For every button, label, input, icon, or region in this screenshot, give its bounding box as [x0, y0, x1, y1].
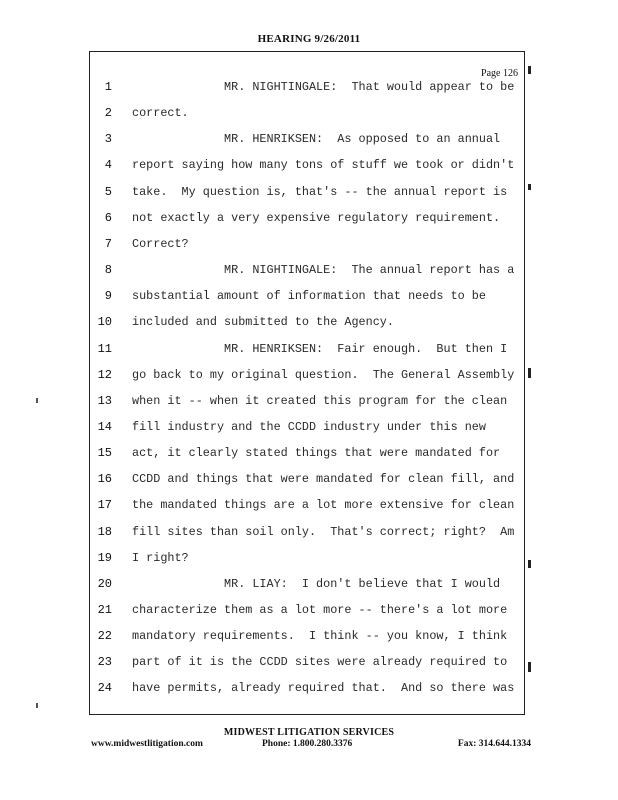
page-number: Page 126 [481, 68, 518, 79]
line-text: not exactly a very expensive regulatory requirement. [132, 210, 501, 225]
transcript-line [90, 289, 526, 309]
line-number: 1 [104, 80, 112, 94]
line-number: 15 [97, 446, 112, 461]
line-text: Correct? [132, 236, 189, 251]
transcript-line [90, 158, 526, 178]
transcript-line [90, 525, 526, 545]
transcript-line [90, 368, 526, 388]
line-text: part of it is the CCDD sites were already required to [132, 655, 508, 670]
transcript-line [90, 237, 526, 257]
line-number: 19 [97, 550, 112, 565]
transcript-line [90, 629, 526, 649]
footer-contact-row [91, 739, 531, 753]
line-text: substantial amount of information that needs to be [132, 289, 486, 304]
line-text: correct. [132, 106, 189, 121]
transcript-line [90, 577, 526, 597]
scan-edge-mark [528, 662, 531, 672]
transcript-line [90, 342, 526, 362]
line-number: 22 [97, 629, 112, 644]
line-number: 14 [97, 419, 112, 434]
line-number: 13 [97, 393, 112, 408]
line-number: 6 [104, 210, 112, 225]
line-number: 24 [97, 681, 112, 696]
line-text: the mandated things are a lot more extensive for clean [132, 498, 515, 513]
line-number: 21 [97, 603, 112, 617]
line-number: 4 [104, 158, 112, 173]
scan-edge-mark [528, 560, 531, 568]
line-text: characterize them as a lot more -- there's a lot more [132, 603, 508, 617]
transcript-line [90, 498, 526, 518]
footer-website: www.midwestlitigation.com [91, 739, 203, 749]
transcript-line [90, 315, 526, 335]
line-number: 23 [97, 655, 112, 670]
footer-phone: Phone: 1.800.280.3376 [262, 739, 353, 749]
line-number: 2 [104, 106, 112, 121]
line-text: take. My question is, that's -- the annual report is [132, 184, 508, 199]
line-number: 5 [104, 184, 112, 199]
line-text: included and submitted to the Agency. [132, 315, 394, 330]
transcript-line [90, 420, 526, 440]
line-text: act, it clearly stated things that were mandated for [132, 446, 501, 461]
scan-speck [36, 703, 38, 708]
line-text: MR. NIGHTINGALE: That would appear to be [132, 80, 515, 94]
line-number: 7 [104, 236, 112, 251]
line-number: 3 [104, 132, 112, 147]
transcript-line [90, 394, 526, 414]
line-number: 12 [97, 367, 112, 382]
transcript-line [90, 80, 526, 100]
transcript-line [90, 603, 526, 623]
transcript-line [90, 211, 526, 231]
scan-edge-mark [528, 66, 531, 74]
line-number: 17 [97, 498, 112, 513]
transcript-line [90, 132, 526, 152]
line-number: 9 [104, 289, 112, 304]
line-number: 11 [97, 341, 112, 356]
line-text: report saying how many tons of stuff we took or didn't [132, 158, 515, 173]
footer-company-name: MIDWEST LITIGATION SERVICES [223, 727, 395, 738]
footer-fax: Fax: 314.644.1334 [457, 739, 531, 749]
transcript-line [90, 472, 526, 492]
transcript-page-frame [89, 51, 525, 715]
line-text: MR. HENRIKSEN: As opposed to an annual [132, 132, 501, 147]
line-text: fill sites than soil only. That's correct; right? Am [132, 524, 515, 539]
line-text: mandatory requirements. I think -- you know, I think [132, 629, 508, 644]
transcript-line [90, 106, 526, 126]
line-number: 16 [97, 472, 112, 487]
line-text: go back to my original question. The General Assembly [132, 367, 515, 382]
scan-speck [36, 398, 38, 403]
transcript-line [90, 681, 526, 701]
transcript-line [90, 263, 526, 283]
scan-edge-mark [528, 368, 531, 378]
line-number: 20 [97, 576, 112, 591]
transcript-line [90, 655, 526, 675]
line-text: MR. HENRIKSEN: Fair enough. But then I [132, 341, 508, 356]
line-number: 8 [104, 263, 112, 278]
line-number: 18 [97, 524, 112, 539]
line-text: have permits, already required that. And so there was [132, 681, 515, 696]
line-text: fill industry and the CCDD industry under this new [132, 419, 486, 434]
transcript-line [90, 185, 526, 205]
transcript-line [90, 551, 526, 571]
line-number: 10 [97, 315, 112, 330]
line-text: when it -- when it created this program for the clean [132, 393, 508, 408]
document-header-title: HEARING 9/26/2011 [257, 33, 361, 45]
line-text: MR. LIAY: I don't believe that I would [132, 576, 501, 591]
line-text: CCDD and things that were mandated for clean fill, and [132, 472, 515, 487]
transcript-line [90, 446, 526, 466]
line-text: I right? [132, 550, 189, 565]
scan-edge-mark [528, 184, 531, 190]
line-text: MR. NIGHTINGALE: The annual report has a [132, 263, 515, 278]
